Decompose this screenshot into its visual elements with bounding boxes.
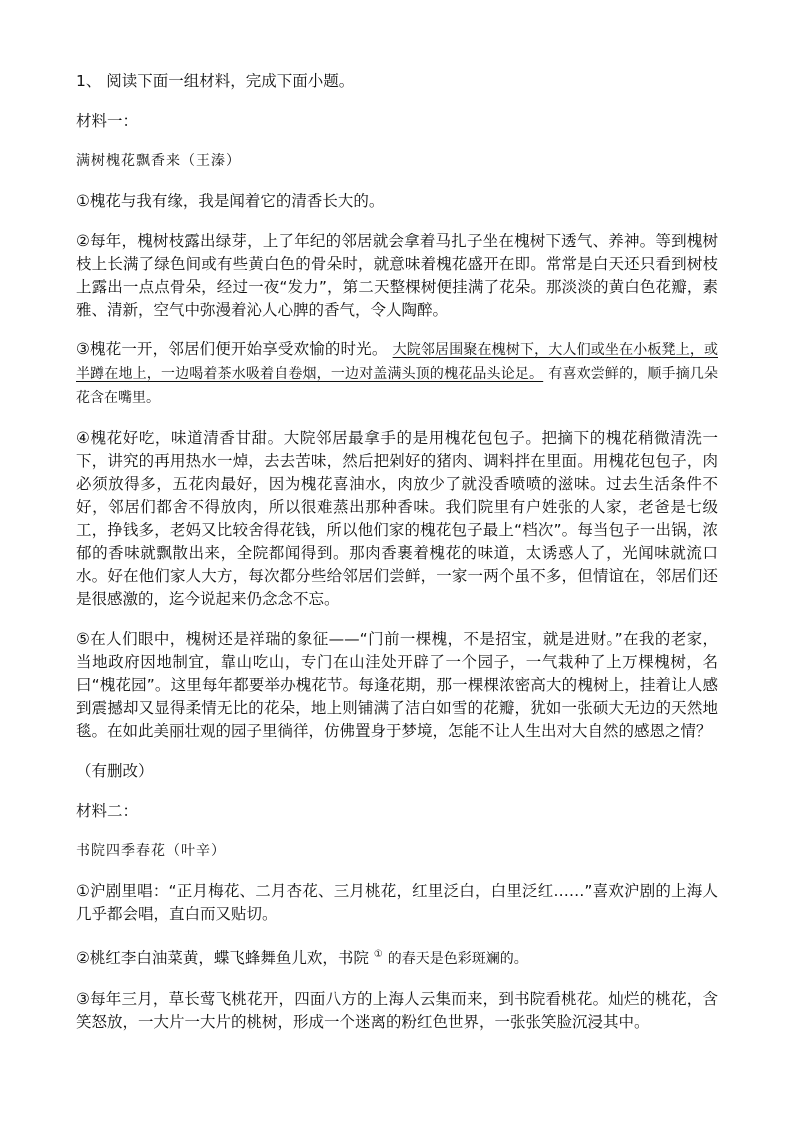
paragraph-3-opening: ③槐花一开，邻居们便开始享受欢愉的时光。	[76, 340, 388, 358]
material1-paragraph-5: ⑤在人们眼中，槐树还是祥瑞的象征——“门前一棵槐，不是招宝，就是进财。”在我的老家，当地政府因地制宜，靠山吃山，专门在山洼处开辟了一个园子，一气栽种了上万棵槐树，名曰“槐花园”。这里每年都要举办槐花节。每逢花期，那一棵棵浓密高大的槐树上，挂着让人感到震撼却又显得柔情无比的花朵，地上则铺满了洁白如雪的花瓣，犹如一张硕大无边的天然地毯。在如此美丽壮观的园子里徜徉，仿佛置身于梦境，怎能不让人生出对大自然的感恩之情？	[76, 630, 718, 740]
paragraph-3-tail: 有喜欢尝鲜的，顺手摘几朵花含在嘴里。	[76, 366, 719, 406]
material1-paragraph-3	[76, 338, 718, 410]
question-prompt: 1、 阅读下面一组材料，完成下面小题。	[76, 72, 355, 90]
footnote-marker: ①	[373, 949, 383, 960]
material2-title: 书院四季春花（叶辛）	[76, 843, 226, 859]
material2-heading: 材料二：	[76, 802, 139, 820]
material1-paragraph-2: ②每年，槐树枝露出绿芽，上了年纪的邻居就会拿着马扎子坐在槐树下透气、养神。等到槐树枝上长满了绿色间或有些黄白色的骨朵时，就意味着槐花盛开在即。常常是白天还只看到树枝上露出一点点骨朵，经过一夜“发力”，第二天整棵树便挂满了花朵。那淡淡的黄白色花瓣，素雅、清新，空气中弥漫着沁人心脾的香气，令人陶醉。	[76, 232, 718, 319]
material2-paragraph-1: ①沪剧里唱：“正月梅花、二月杏花、三月桃花，红里泛白，白里泛红……”喜欢沪剧的上海人几乎都会唱，直白而又贴切。	[76, 882, 718, 923]
document-page	[76, 70, 718, 1034]
material1-paragraph-4: ④槐花好吃，味道清香甘甜。大院邻居最拿手的是用槐花包包子。把摘下的槐花稍微清洗一下，讲究的再用热水一焯，去去苦味，然后把剁好的猪肉、调料拌在里面。用槐花包包子，肉必须放得多，五花肉最好，因为槐花喜油水，肉放少了就没香喷喷的滋味。过去生活条件不好，邻居们都舍不得放肉，所以很难蒸出那种香味。我们院里有户姓张的人家，老爸是七级工，挣钱多，老妈又比较舍得花钱，所以他们家的槐花包子最上“档次”。每当包子一出锅，浓郁的香味就飘散出来，全院都闻得到。那肉香裹着槐花的味道，太诱惑人了，光闻味就流口水。好在他们家人大方，每次都分些给邻居们尝鲜，一家一两个虽不多，但情谊在，邻居们还是很感激的，迄今说起来仍念念不忘。	[76, 429, 718, 608]
paragraph-2-opening: ②桃红李白油菜黄，蝶飞蜂舞鱼儿欢，书院	[76, 949, 369, 968]
paragraph-2-tail: 的春天是色彩斑斓的。	[387, 951, 528, 968]
material1-title: 满树槐花飘香来（王溱）	[76, 153, 241, 169]
underlined-passage: 大院邻居围聚在槐树下，大人们或坐在小板凳上，或半蹲在地上，一边喝着茶水吸着自卷烟，一边对盖满头顶的槐花品头论足。	[76, 342, 718, 382]
revision-note: （有删改）	[76, 762, 154, 780]
material1-heading: 材料一：	[76, 112, 139, 130]
material1-paragraph-1: ①槐花与我有缘，我是闻着它的清香长大的。	[76, 192, 385, 210]
material2-paragraph-2	[76, 943, 718, 971]
material2-paragraph-3: ③每年三月，草长莺飞桃花开，四面八方的上海人云集而来，到书院看桃花。灿烂的桃花，含笑怒放，一大片一大片的桃树，形成一个迷离的粉红色世界，一张张笑脸沉浸其中。	[76, 990, 718, 1032]
